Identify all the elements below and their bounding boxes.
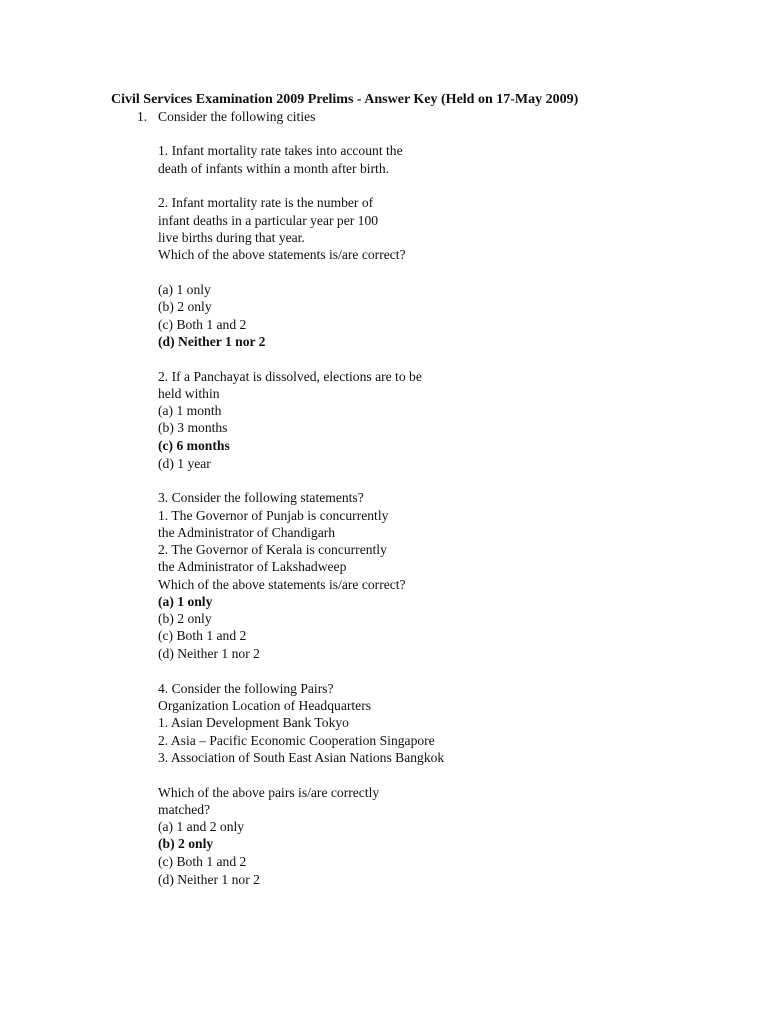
text-line: (c) Both 1 and 2 — [158, 628, 247, 643]
text-line: matched? — [158, 802, 211, 817]
text-line: 2. The Governor of Kerala is concurrently — [158, 542, 387, 557]
text-line: 4. Consider the following Pairs? — [158, 681, 334, 696]
text-line: (a) 1 only — [158, 282, 211, 297]
text-line: (d) 1 year — [158, 456, 211, 471]
text-line: 1. The Governor of Punjab is concurrently — [158, 508, 389, 523]
text-line: the Administrator of Lakshadweep — [158, 559, 347, 574]
text-line: live births during that year. — [158, 230, 305, 245]
answer-line: (c) 6 months — [158, 438, 230, 453]
list-number: 1. — [137, 109, 148, 124]
text-line: (a) 1 month — [158, 403, 222, 418]
text-line: (b) 2 only — [158, 299, 212, 314]
text-line: (c) Both 1 and 2 — [158, 317, 247, 332]
text-line: infant deaths in a particular year per 100 — [158, 213, 379, 228]
text-line: (b) 3 months — [158, 420, 228, 435]
text-line: Which of the above statements is/are correct? — [158, 247, 406, 262]
answer-line: (a) 1 only — [158, 594, 213, 609]
text-line: Consider the following cities — [158, 109, 316, 124]
text-line: 1. Asian Development Bank Tokyo — [158, 715, 349, 730]
text-line: Which of the above statements is/are correct? — [158, 577, 406, 592]
text-line: (a) 1 and 2 only — [158, 819, 245, 834]
text-line: (b) 2 only — [158, 611, 212, 626]
answer-line: (d) Neither 1 nor 2 — [158, 334, 266, 349]
text-line: (c) Both 1 and 2 — [158, 854, 247, 869]
text-line: 3. Association of South East Asian Nations Bangkok — [158, 750, 445, 765]
text-line: (d) Neither 1 nor 2 — [158, 872, 260, 887]
document-title: Civil Services Examination 2009 Prelims - Answer Key (Held on 17-May 2009) — [111, 92, 579, 107]
text-line: 2. Asia – Pacific Economic Cooperation Singapore — [158, 733, 435, 748]
text-line: 1. Infant mortality rate takes into account the — [158, 143, 403, 158]
text-line: the Administrator of Chandigarh — [158, 525, 336, 540]
text-line: 3. Consider the following statements? — [158, 490, 364, 505]
answer-line: (b) 2 only — [158, 836, 214, 851]
text-line: 2. If a Panchayat is dissolved, elections are to be — [158, 369, 422, 384]
text-line: Organization Location of Headquarters — [158, 698, 372, 713]
text-line: death of infants within a month after birth. — [158, 161, 390, 176]
text-line: (d) Neither 1 nor 2 — [158, 646, 260, 661]
text-line: Which of the above pairs is/are correctly — [158, 785, 380, 800]
text-line: 2. Infant mortality rate is the number of — [158, 195, 374, 210]
text-line: held within — [158, 386, 220, 401]
